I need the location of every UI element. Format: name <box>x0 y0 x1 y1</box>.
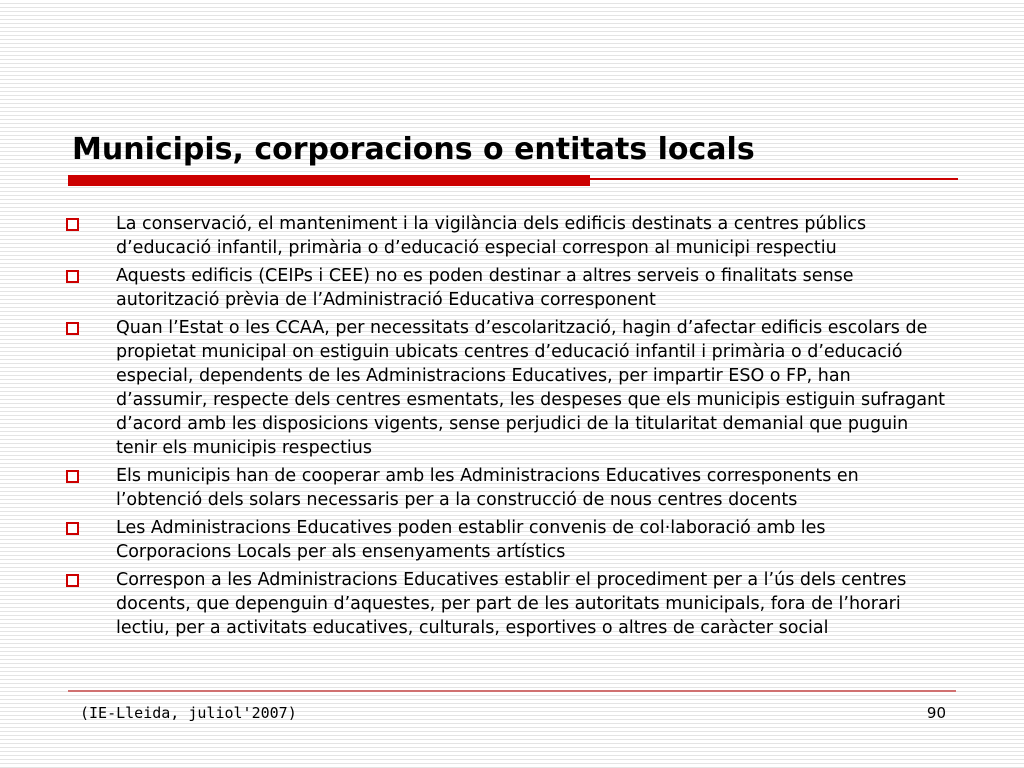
square-bullet-icon <box>66 574 79 587</box>
square-bullet-icon <box>66 470 79 483</box>
bullet-text: Les Administracions Educatives poden establir convenis de col·laboració amb les Corporacions Locals per als ensenyaments artístics <box>116 518 826 562</box>
square-bullet-icon <box>66 218 79 231</box>
page-number: 90 <box>926 704 946 722</box>
square-bullet-icon <box>66 322 79 335</box>
bullet-list <box>66 212 946 644</box>
bullet-text: Els municipis han de cooperar amb les Administracions Educatives corresponents en l’obtenció dels solars necessaris per a la construcció de nous centres docents <box>116 466 859 510</box>
bullet-item <box>66 212 946 260</box>
slide-title: Municipis, corporacions o entitats locals <box>72 132 755 167</box>
bullet-item <box>66 316 946 460</box>
bullet-item <box>66 264 946 312</box>
bullet-item <box>66 464 946 512</box>
footer-divider <box>68 690 956 692</box>
title-underline-thin <box>590 178 958 180</box>
bullet-text: Aquests edificis (CEIPs i CEE) no es poden destinar a altres serveis o finalitats sense autorització prèvia de l’Administració Educativa corresponent <box>116 266 854 310</box>
title-underline-thick <box>68 175 590 186</box>
square-bullet-icon <box>66 522 79 535</box>
bullet-item <box>66 568 946 640</box>
bullet-text: La conservació, el manteniment i la vigilància dels edificis destinats a centres públics d’educació infantil, primària o d’educació especial correspon al municipi respectiu <box>116 214 867 258</box>
title-underline <box>68 175 958 187</box>
square-bullet-icon <box>66 270 79 283</box>
bullet-text: Correspon a les Administracions Educatives establir el procediment per a l’ús dels centres docents, que depenguin d’aquestes, per part de les autoritats municipals, fora de l’horari lectiu, per a activitats educatives, culturals, esportives o altres de caràcter social <box>116 570 907 638</box>
bullet-item <box>66 516 946 564</box>
footer-source: (IE-Lleida, juliol'2007) <box>80 704 297 722</box>
bullet-text: Quan l’Estat o les CCAA, per necessitats d’escolarització, hagin d’afectar edificis escolars de propietat municipal on estiguin ubicats centres d’educació infantil i primària o d’educació especial, dependents de les Administracions Educatives, per impartir ESO o FP, han d’assumir, respecte dels centres esmentats, les despeses que els municipis estiguin sufragant d’acord amb les disposicions vigents, sense perjudici de la titularitat demanial que puguin tenir els municipis respectius <box>116 318 946 458</box>
